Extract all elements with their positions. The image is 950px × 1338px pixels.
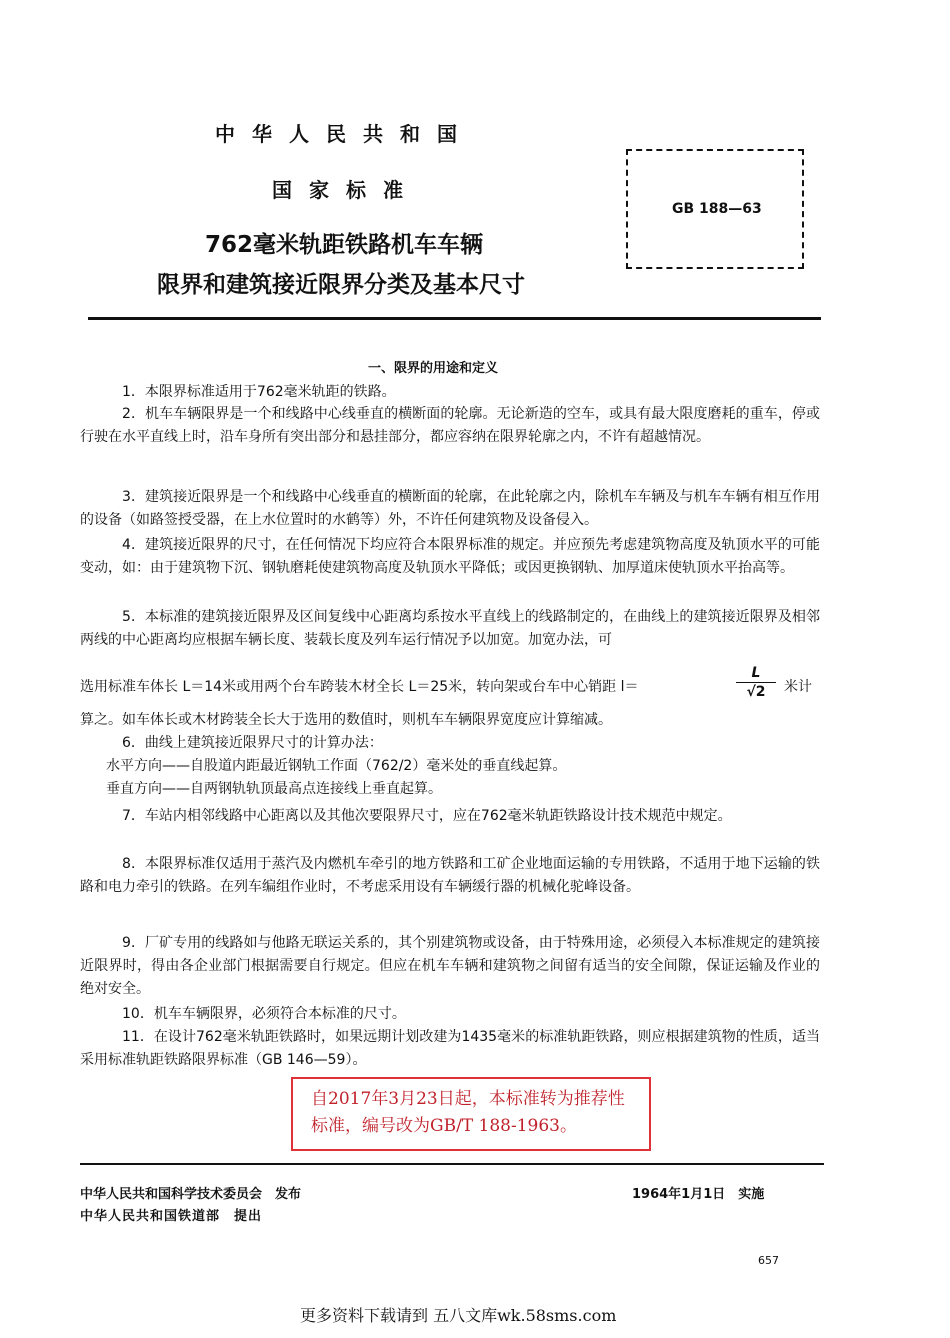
footer-divider [80,1163,824,1165]
paragraph-10: 10．机车车辆限界，必须符合本标准的尺寸。 [122,1006,406,1022]
formula-text-after: 米计 [784,679,812,695]
formula-line [80,666,820,706]
paragraph-6: 6．曲线上建筑接近限界尺寸的计算办法： [122,735,383,751]
publisher-issued: 中华人民共和国科学技术委员会 发布 [80,1187,302,1202]
paragraph-1: 1．本限界标准适用于762毫米轨距的铁路。 [122,384,396,400]
paragraph-3: 3．建筑接近限界是一个和线路中心线垂直的横断面的轮廓，在此轮廓之内，除机车车辆及与机车车辆有相互作用的设备（如路签授受器，在上水位置时的水鹤等）外，不许任何建筑物及设备侵入。 [80,489,820,528]
formula-fraction [736,664,776,701]
document-title-line1: 762毫米轨距铁路机车车辆 [205,232,484,258]
fraction-denominator: √2 [746,684,766,700]
paragraph-4: 4．建筑接近限界的尺寸，在任何情况下均应符合本限界标准的规定。并应预先考虑建筑物高度及轨顶水平的可能变动，如：由于建筑物下沉、钢轨磨耗使建筑物高度及轨顶水平降低；或因更换钢轨、加厚道床使轨顶水平抬高等。 [80,537,820,576]
page-number: 657 [758,1254,779,1267]
standard-code: GB 188—63 [672,201,762,217]
fraction-numerator: L [736,664,776,683]
paragraph-6-vertical: 垂直方向——自两钢轨轨顶最高点连接线上垂直起算。 [106,781,442,797]
paragraph-2: 2．机车车辆限界是一个和线路中心线垂直的横断面的轮廓。无论新造的空车，或具有最大限度磨耗的重车，停或行驶在水平直线上时，沿车身所有突出部分和悬挂部分，都应容纳在限界轮廓之内，不许有超越情况。 [80,406,820,445]
notice-text: 自2017年3月23日起，本标准转为推荐性标准，编号改为GB/T 188-1963。 [311,1089,625,1136]
paragraph-6-horizontal: 水平方向——自股道内距最近钢轨工作面（762/2）毫米处的垂直线起算。 [106,758,567,774]
paragraph-5-part1: 5．本标准的建筑接近限界及区间复线中心距离均系按水平直线上的线路制定的，在曲线上的建筑接近限界及相邻两线的中心距离均应根据车辆长度、装载长度及列车运行情况予以加宽。加宽办法，可 [80,609,820,648]
paragraph-9: 9．厂矿专用的线路如与他路无联运关系的，其个别建筑物或设备，由于特殊用途，必须侵入本标准规定的建筑接近限界时，得由各企业部门根据需要自行规定。但应在机车车辆和建筑物之间留有适当的安全间隙，保证运输及作业的绝对安全。 [80,935,820,997]
standard-type: 国家标准 [272,178,420,202]
paragraph-5-part2: 算之。如车体长或木材跨装全长大于选用的数值时，则机车车辆限界宽度应计算缩减。 [80,712,612,728]
header-divider [88,317,821,320]
formula-text-before: 选用标准车体长 L＝14米或用两个台车跨装木材全长 L＝25米，转向架或台车中心销距 l＝ [80,679,639,695]
publisher-proposed: 中华人民共和国铁道部 提出 [80,1209,263,1224]
paragraph-8: 8．本限界标准仅适用于蒸汽及内燃机车牵引的地方铁路和工矿企业地面运输的专用铁路，不适用于地下运输的铁路和电力牵引的铁路。在列车编组作业时，不考虑采用设有车辆缓行器的机械化驼峰设备。 [80,856,820,895]
download-footer: 更多资料下载请到 五八文库wk.58sms.com [300,1306,617,1325]
implementation-date: 1964年1月1日 实施 [632,1187,765,1202]
section-heading: 一、限界的用途和定义 [368,361,499,376]
country-name: 中华人民共和国 [215,122,474,146]
paragraph-11: 11．在设计762毫米轨距铁路时，如果远期计划改建为1435毫米的标准轨距铁路，则应根据建筑物的性质，适当采用标准轨距铁路限界标准（GB 146—59）。 [80,1029,820,1068]
paragraph-7: 7．车站内相邻线路中心距离以及其他次要限界尺寸，应在762毫米轨距铁路设计技术规范中规定。 [122,808,732,824]
document-title-line2: 限界和建筑接近限界分类及基本尺寸 [157,272,525,298]
